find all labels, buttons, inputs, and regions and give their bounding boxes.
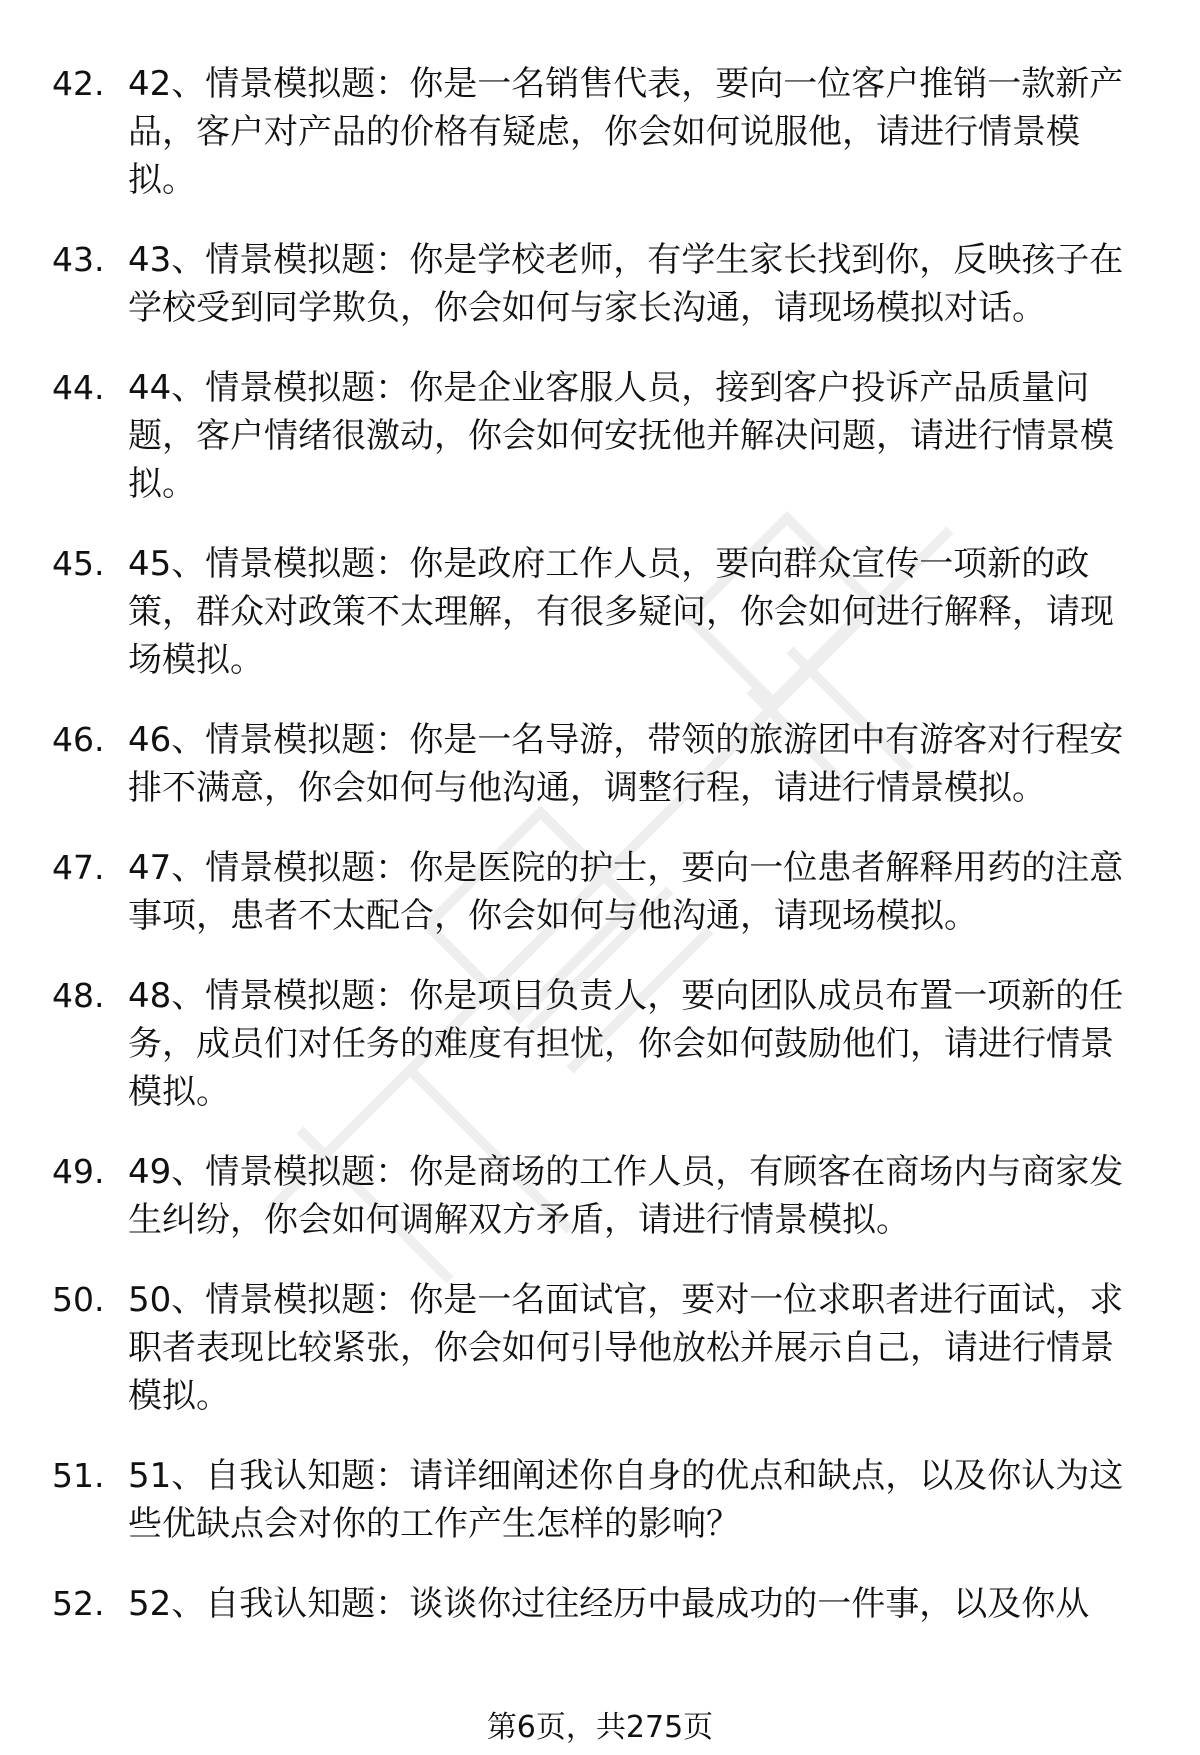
question-number: 46. — [52, 720, 105, 759]
question-number: 43. — [52, 240, 105, 279]
question-number: 45. — [52, 544, 105, 583]
question-text: 43、情景模拟题：你是学校老师，有学生家长找到你，反映孩子在学校受到同学欺负，你会如何与家长沟通，请现场模拟对话。 — [128, 240, 1124, 328]
question-text: 46、情景模拟题：你是一名导游，带领的旅游团中有游客对行程安排不满意，你会如何与他沟通，调整行程，请进行情景模拟。 — [128, 720, 1124, 808]
question-item — [0, 1452, 1200, 1548]
question-text: 44、情景模拟题：你是企业客服人员，接到客户投诉产品质量问题，客户情绪很激动，你会如何安抚他并解决问题，请进行情景模拟。 — [128, 368, 1114, 504]
question-number: 50. — [52, 1280, 105, 1319]
question-item — [0, 364, 1200, 508]
question-text: 50、情景模拟题：你是一名面试官，要对一位求职者进行面试，求职者表现比较紧张，你会如何引导他放松并展示自己，请进行情景模拟。 — [128, 1280, 1124, 1416]
question-text: 45、情景模拟题：你是政府工作人员，要向群众宣传一项新的政策，群众对政策不太理解，有很多疑问，你会如何进行解释，请现场模拟。 — [128, 544, 1114, 680]
question-number: 48. — [52, 976, 105, 1015]
question-text: 52、自我认知题：谈谈你过往经历中最成功的一件事，以及你从 — [128, 1584, 1090, 1624]
page-footer: 第6页，共275页 — [486, 1710, 714, 1745]
question-item — [0, 236, 1200, 332]
question-item — [0, 972, 1200, 1116]
question-number: 52. — [52, 1584, 105, 1623]
question-item — [0, 1276, 1200, 1420]
question-text: 48、情景模拟题：你是项目负责人，要向团队成员布置一项新的任务，成员们对任务的难度有担忧，你会如何鼓励他们，请进行情景模拟。 — [128, 976, 1124, 1112]
question-number: 47. — [52, 848, 105, 887]
question-item — [0, 844, 1200, 940]
question-text: 42、情景模拟题：你是一名销售代表，要向一位客户推销一款新产品，客户对产品的价格有疑虑，你会如何说服他，请进行情景模拟。 — [128, 64, 1124, 200]
question-text: 51、自我认知题：请详细阐述你自身的优点和缺点，以及你认为这些优缺点会对你的工作产生怎样的影响？ — [128, 1456, 1124, 1544]
question-list — [0, 60, 1200, 1660]
question-item — [0, 1580, 1200, 1628]
question-number: 49. — [52, 1152, 105, 1191]
question-item — [0, 1148, 1200, 1244]
question-number: 44. — [52, 368, 105, 407]
question-number: 51. — [52, 1456, 105, 1495]
question-text: 49、情景模拟题：你是商场的工作人员，有顾客在商场内与商家发生纠纷，你会如何调解双方矛盾，请进行情景模拟。 — [128, 1152, 1124, 1240]
question-item — [0, 540, 1200, 684]
question-item — [0, 60, 1200, 204]
question-number: 42. — [52, 64, 105, 103]
question-item — [0, 716, 1200, 812]
question-text: 47、情景模拟题：你是医院的护士，要向一位患者解释用药的注意事项，患者不太配合，你会如何与他沟通，请现场模拟。 — [128, 848, 1124, 936]
